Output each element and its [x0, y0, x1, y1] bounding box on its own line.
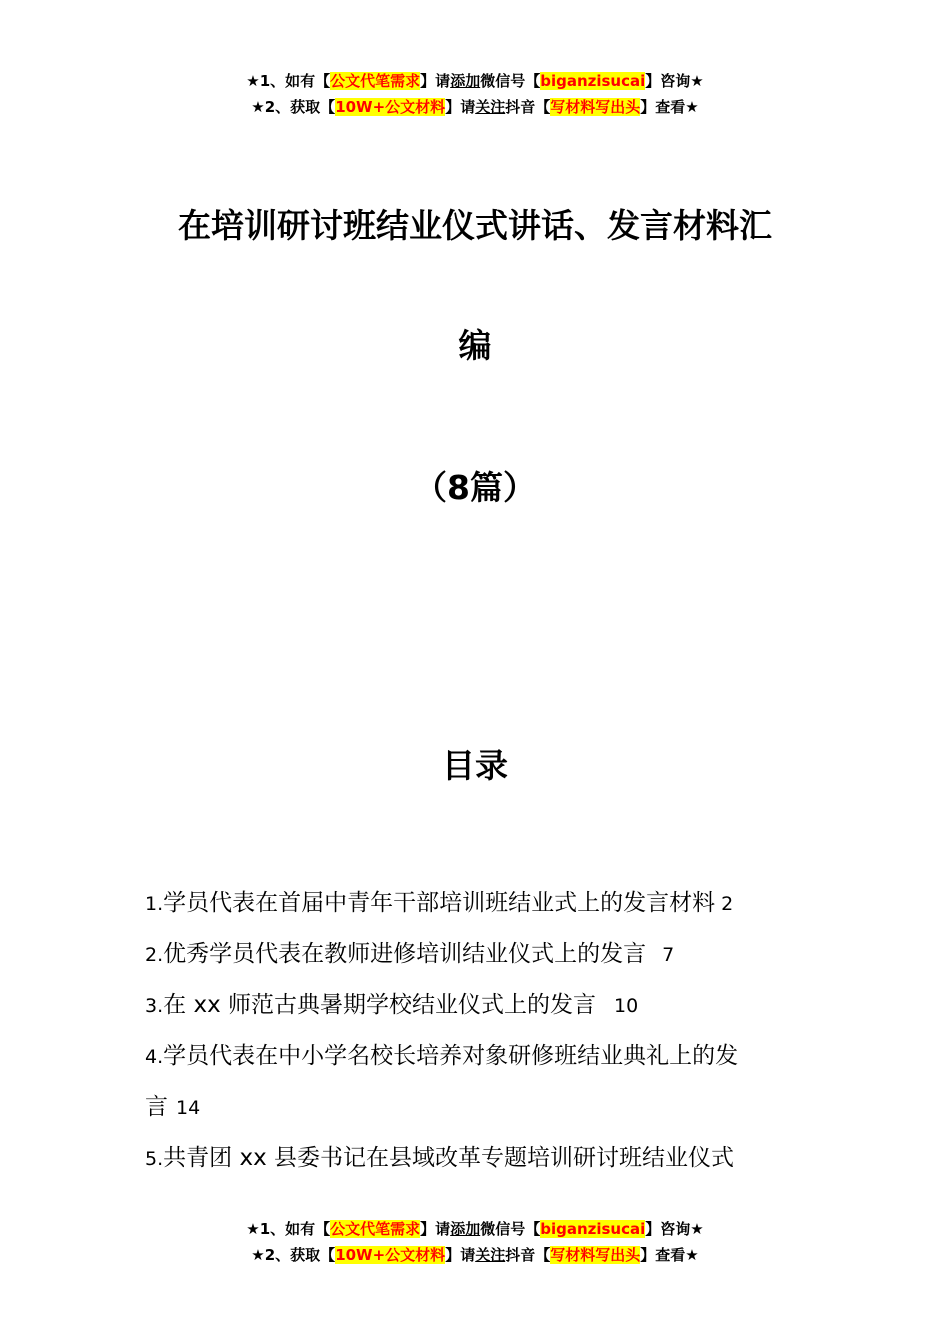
banner-highlight: 公文代笔需求 — [330, 72, 421, 90]
banner-wechat-id: biganzisucai — [540, 72, 646, 90]
toc-item[interactable] — [145, 1133, 810, 1184]
toc-item-page: 2 — [721, 893, 734, 915]
banner-underline: 关注 — [475, 1246, 506, 1264]
banner-wechat-id: biganzisucai — [540, 1220, 646, 1238]
banner-account: 写材料写出头 — [550, 1246, 641, 1264]
toc-item-number: 4. — [145, 1046, 164, 1068]
document-title-line-2: 编 — [458, 326, 492, 365]
toc-item-page: 7 — [662, 944, 675, 966]
toc-item[interactable] — [145, 980, 810, 1031]
banner-account: 写材料写出头 — [550, 98, 641, 116]
banner-text: 微信号【 — [480, 1220, 541, 1238]
toc-item-number: 2. — [145, 944, 164, 966]
toc-heading: 目录 — [442, 746, 508, 785]
banner-underline: 添加 — [450, 72, 481, 90]
banner-text: 】查看★ — [640, 1246, 699, 1264]
banner-line-1 — [0, 1216, 950, 1242]
banner-text: ★1、如有【 — [246, 1220, 331, 1238]
toc-item-title: 优秀学员代表在教师进修培训结业仪式上的发言 — [163, 941, 647, 967]
banner-text: 】请 — [420, 72, 451, 90]
banner-text: 】请 — [445, 1246, 476, 1264]
banner-underline: 关注 — [475, 98, 506, 116]
banner-text: ★2、获取【 — [251, 1246, 336, 1264]
toc-item-title: 学员代表在中小学名校长培养对象研修班结业典礼上的发 — [163, 1043, 739, 1069]
toc-item[interactable] — [145, 878, 810, 929]
banner-text: 微信号【 — [480, 72, 541, 90]
toc-item-number: 5. — [145, 1148, 164, 1170]
banner-underline: 添加 — [450, 1220, 481, 1238]
banner-text: ★1、如有【 — [246, 72, 331, 90]
footer-banner — [0, 1216, 950, 1268]
toc-item-page: 10 — [614, 995, 639, 1017]
banner-text: ★2、获取【 — [251, 98, 336, 116]
toc-item-title: 言 — [145, 1094, 168, 1120]
toc-item-title: 在 xx 师范古典暑期学校结业仪式上的发言 — [163, 992, 596, 1018]
banner-line-1 — [0, 68, 950, 94]
banner-text: 】请 — [445, 98, 476, 116]
banner-text: 】查看★ — [640, 98, 699, 116]
toc-item-title: 共青团 xx 县委书记在县域改革专题培训研讨班结业仪式 — [163, 1145, 734, 1171]
toc-item-title: 学员代表在首届中青年干部培训班结业式上的发言材料 — [163, 890, 716, 916]
document-title-line-1: 在培训研讨班结业仪式讲话、发言材料汇 — [178, 206, 772, 245]
banner-highlight: 10W+公文材料 — [335, 1246, 446, 1264]
toc-item-number: 3. — [145, 995, 164, 1017]
toc-item-number: 1. — [145, 893, 164, 915]
banner-text: 抖音【 — [505, 98, 551, 116]
document-subtitle-count: （8篇） — [414, 468, 536, 507]
banner-text: 】请 — [420, 1220, 451, 1238]
toc-item[interactable] — [145, 929, 810, 980]
header-banner — [0, 68, 950, 120]
banner-text: 抖音【 — [505, 1246, 551, 1264]
banner-text: 】咨询★ — [645, 72, 704, 90]
toc-item[interactable] — [145, 1031, 810, 1082]
banner-highlight: 公文代笔需求 — [330, 1220, 421, 1238]
banner-line-2 — [0, 1242, 950, 1268]
toc-item-page: 14 — [176, 1097, 201, 1119]
banner-line-2 — [0, 94, 950, 120]
table-of-contents — [145, 878, 810, 1184]
banner-highlight: 10W+公文材料 — [335, 98, 446, 116]
toc-item-continuation[interactable] — [145, 1082, 810, 1133]
banner-text: 】咨询★ — [645, 1220, 704, 1238]
